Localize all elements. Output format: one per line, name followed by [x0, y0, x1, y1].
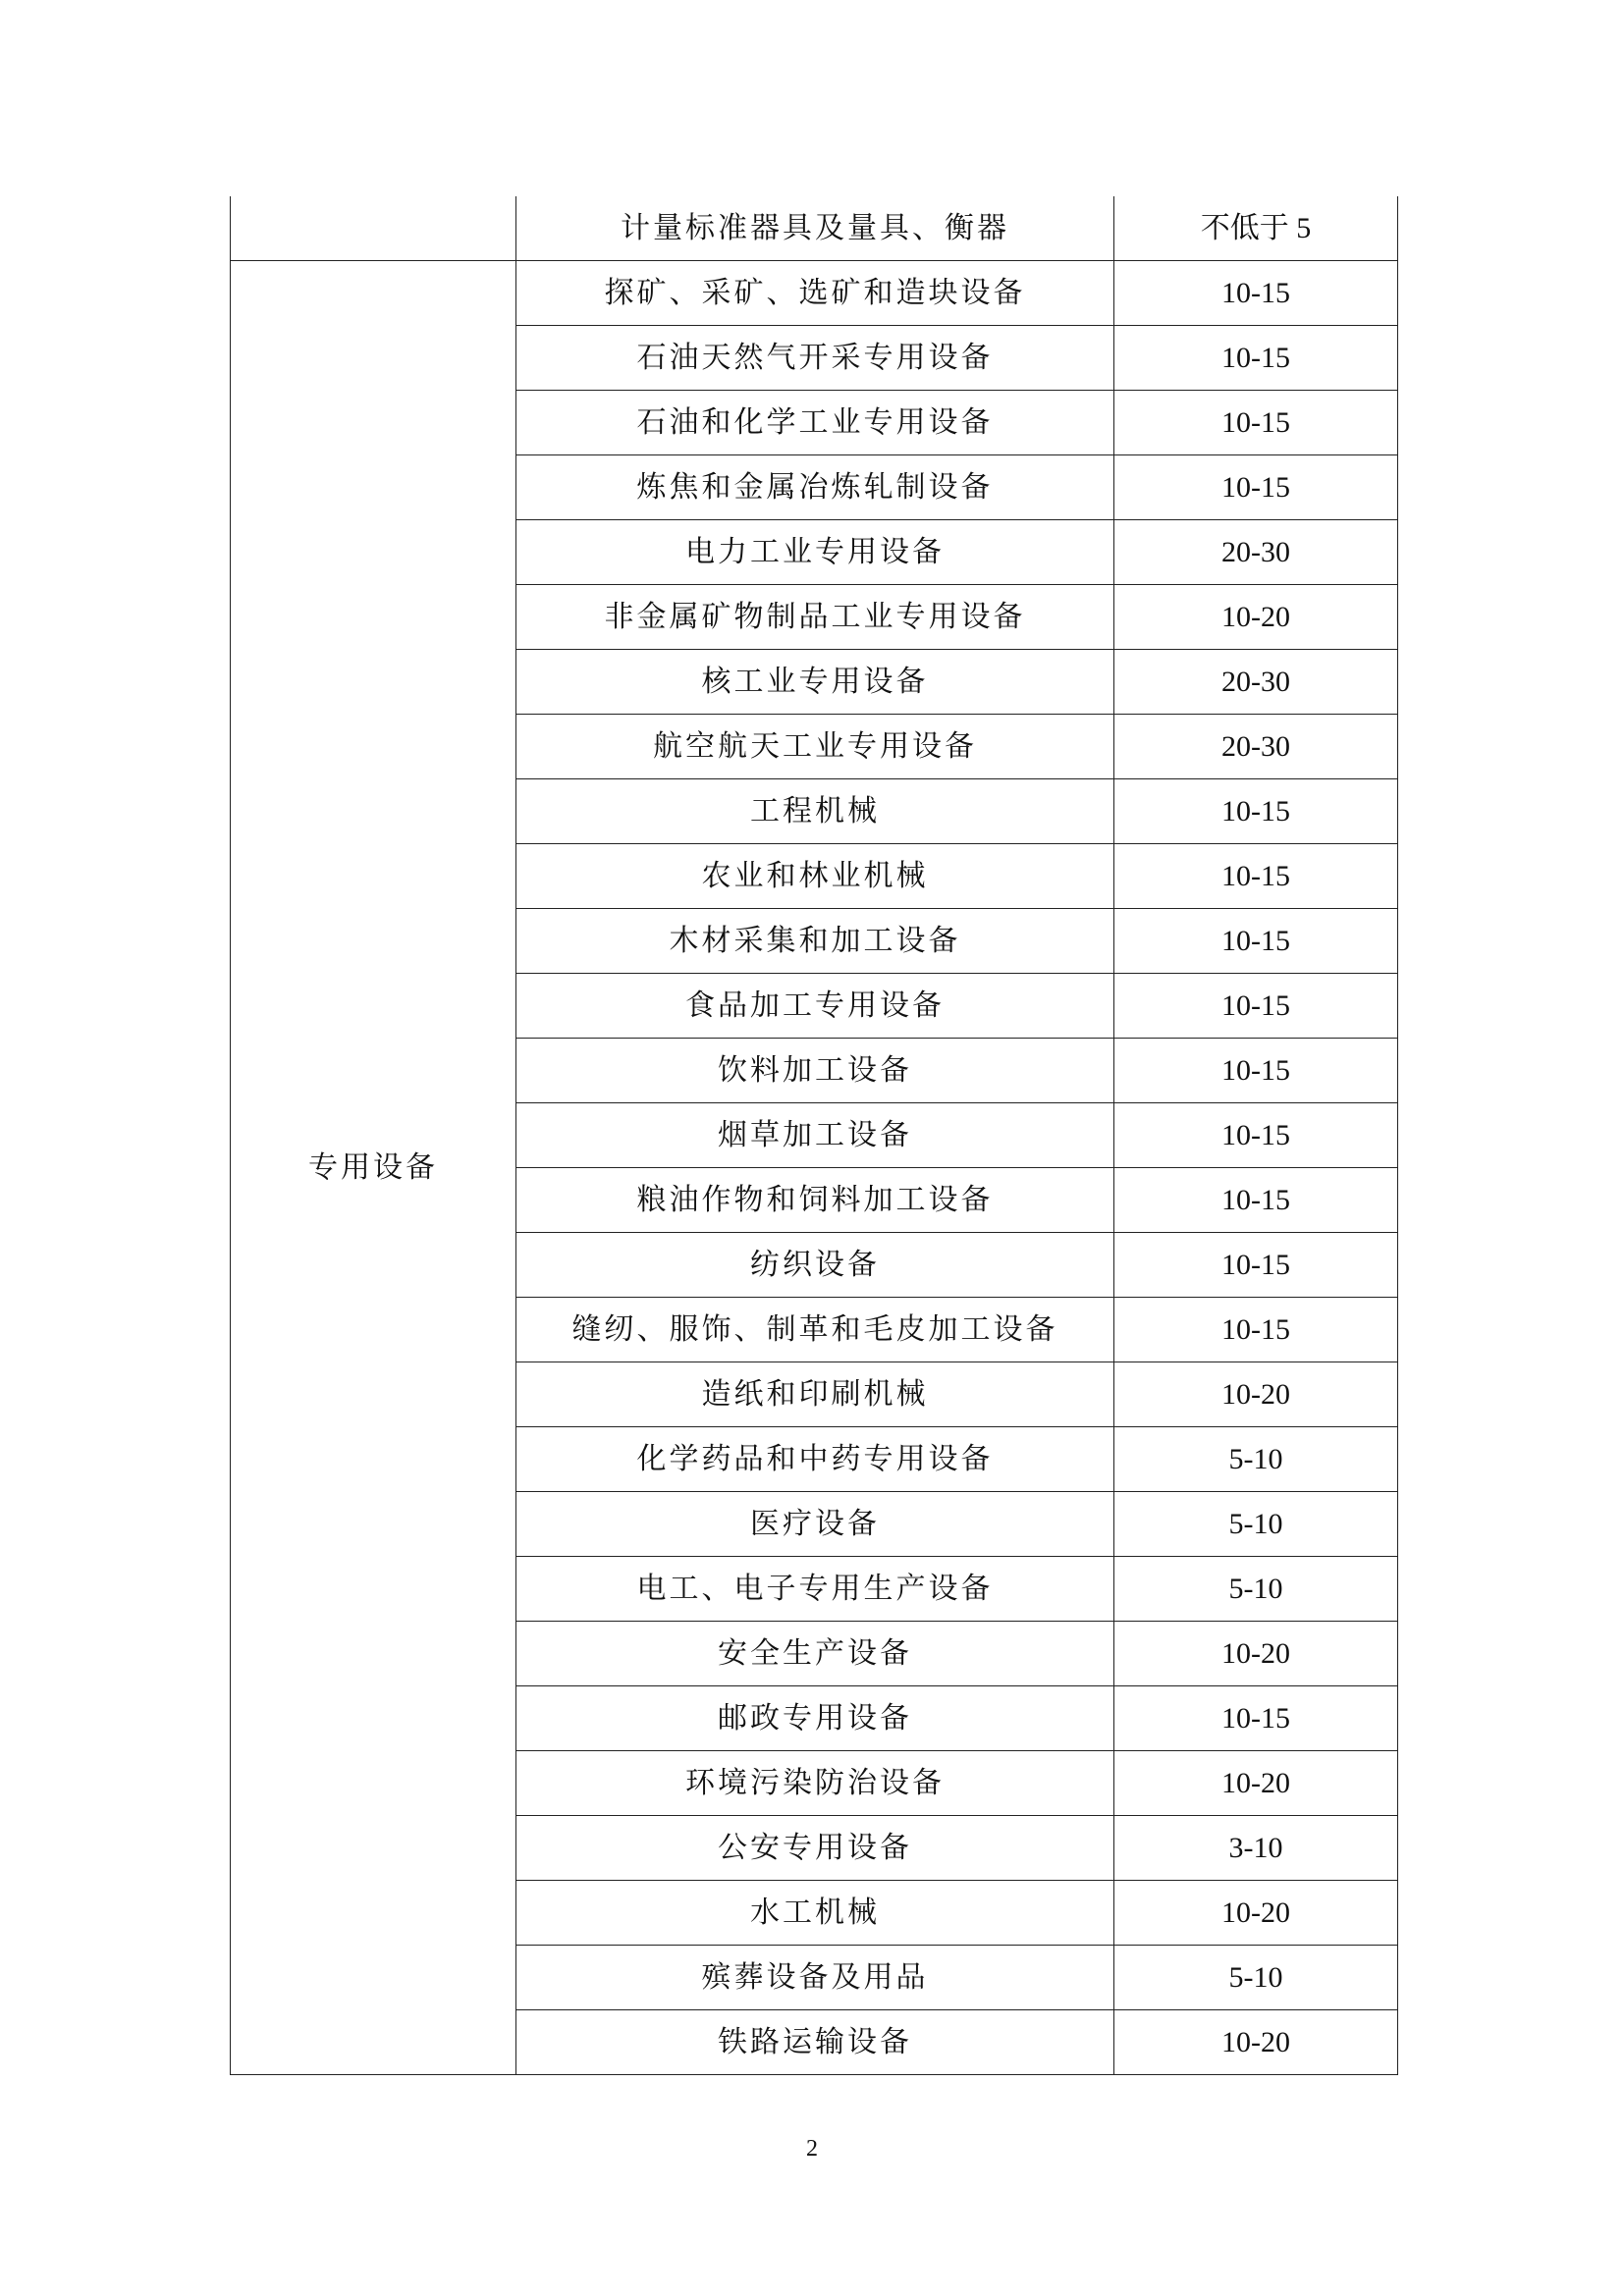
item-cell: 计量标准器具及量具、衡器 [516, 196, 1114, 261]
item-cell: 缝纫、服饰、制革和毛皮加工设备 [516, 1298, 1114, 1362]
item-cell: 纺织设备 [516, 1233, 1114, 1298]
item-cell: 航空航天工业专用设备 [516, 715, 1114, 779]
item-cell: 造纸和印刷机械 [516, 1362, 1114, 1427]
years-cell: 10-15 [1114, 261, 1398, 326]
table-row [231, 261, 1398, 326]
category-cell: 专用设备 [231, 261, 516, 2075]
years-cell: 不低于 5 [1114, 196, 1398, 261]
item-cell: 核工业专用设备 [516, 650, 1114, 715]
page-number: 2 [806, 2136, 818, 2162]
item-cell: 非金属矿物制品工业专用设备 [516, 585, 1114, 650]
item-cell: 邮政专用设备 [516, 1686, 1114, 1751]
item-cell: 电工、电子专用生产设备 [516, 1557, 1114, 1622]
item-cell: 炼焦和金属冶炼轧制设备 [516, 455, 1114, 520]
years-cell: 10-15 [1114, 844, 1398, 909]
years-cell: 20-30 [1114, 520, 1398, 585]
item-cell: 探矿、采矿、选矿和造块设备 [516, 261, 1114, 326]
item-cell: 烟草加工设备 [516, 1103, 1114, 1168]
item-cell: 化学药品和中药专用设备 [516, 1427, 1114, 1492]
item-cell: 水工机械 [516, 1881, 1114, 1946]
item-cell: 石油天然气开采专用设备 [516, 326, 1114, 391]
years-cell: 10-15 [1114, 455, 1398, 520]
years-cell: 10-15 [1114, 1298, 1398, 1362]
years-cell: 10-15 [1114, 1233, 1398, 1298]
item-cell: 食品加工专用设备 [516, 974, 1114, 1039]
years-cell: 10-15 [1114, 1168, 1398, 1233]
item-cell: 石油和化学工业专用设备 [516, 391, 1114, 455]
years-cell: 10-15 [1114, 391, 1398, 455]
years-cell: 10-15 [1114, 1686, 1398, 1751]
table-row-continued [231, 196, 1398, 261]
years-cell: 5-10 [1114, 1427, 1398, 1492]
item-cell: 饮料加工设备 [516, 1039, 1114, 1103]
table-body [231, 196, 1398, 2075]
years-cell: 10-15 [1114, 1039, 1398, 1103]
years-cell: 20-30 [1114, 715, 1398, 779]
years-cell: 5-10 [1114, 1492, 1398, 1557]
years-cell: 10-20 [1114, 1751, 1398, 1816]
item-cell: 工程机械 [516, 779, 1114, 844]
years-cell: 10-15 [1114, 1103, 1398, 1168]
item-cell: 环境污染防治设备 [516, 1751, 1114, 1816]
years-cell: 10-15 [1114, 974, 1398, 1039]
item-cell: 粮油作物和饲料加工设备 [516, 1168, 1114, 1233]
item-cell: 公安专用设备 [516, 1816, 1114, 1881]
years-cell: 5-10 [1114, 1946, 1398, 2010]
years-cell: 10-15 [1114, 909, 1398, 974]
years-cell: 10-20 [1114, 585, 1398, 650]
item-cell: 电力工业专用设备 [516, 520, 1114, 585]
item-cell: 铁路运输设备 [516, 2010, 1114, 2075]
years-cell: 3-10 [1114, 1816, 1398, 1881]
category-cell-continued [231, 196, 516, 261]
years-cell: 10-15 [1114, 326, 1398, 391]
depreciation-years-table [230, 196, 1398, 2075]
item-cell: 殡葬设备及用品 [516, 1946, 1114, 2010]
item-cell: 医疗设备 [516, 1492, 1114, 1557]
years-cell: 10-20 [1114, 2010, 1398, 2075]
years-cell: 10-20 [1114, 1362, 1398, 1427]
years-cell: 10-20 [1114, 1622, 1398, 1686]
item-cell: 木材采集和加工设备 [516, 909, 1114, 974]
years-cell: 10-15 [1114, 779, 1398, 844]
years-cell: 10-20 [1114, 1881, 1398, 1946]
years-cell: 20-30 [1114, 650, 1398, 715]
years-cell: 5-10 [1114, 1557, 1398, 1622]
item-cell: 安全生产设备 [516, 1622, 1114, 1686]
item-cell: 农业和林业机械 [516, 844, 1114, 909]
